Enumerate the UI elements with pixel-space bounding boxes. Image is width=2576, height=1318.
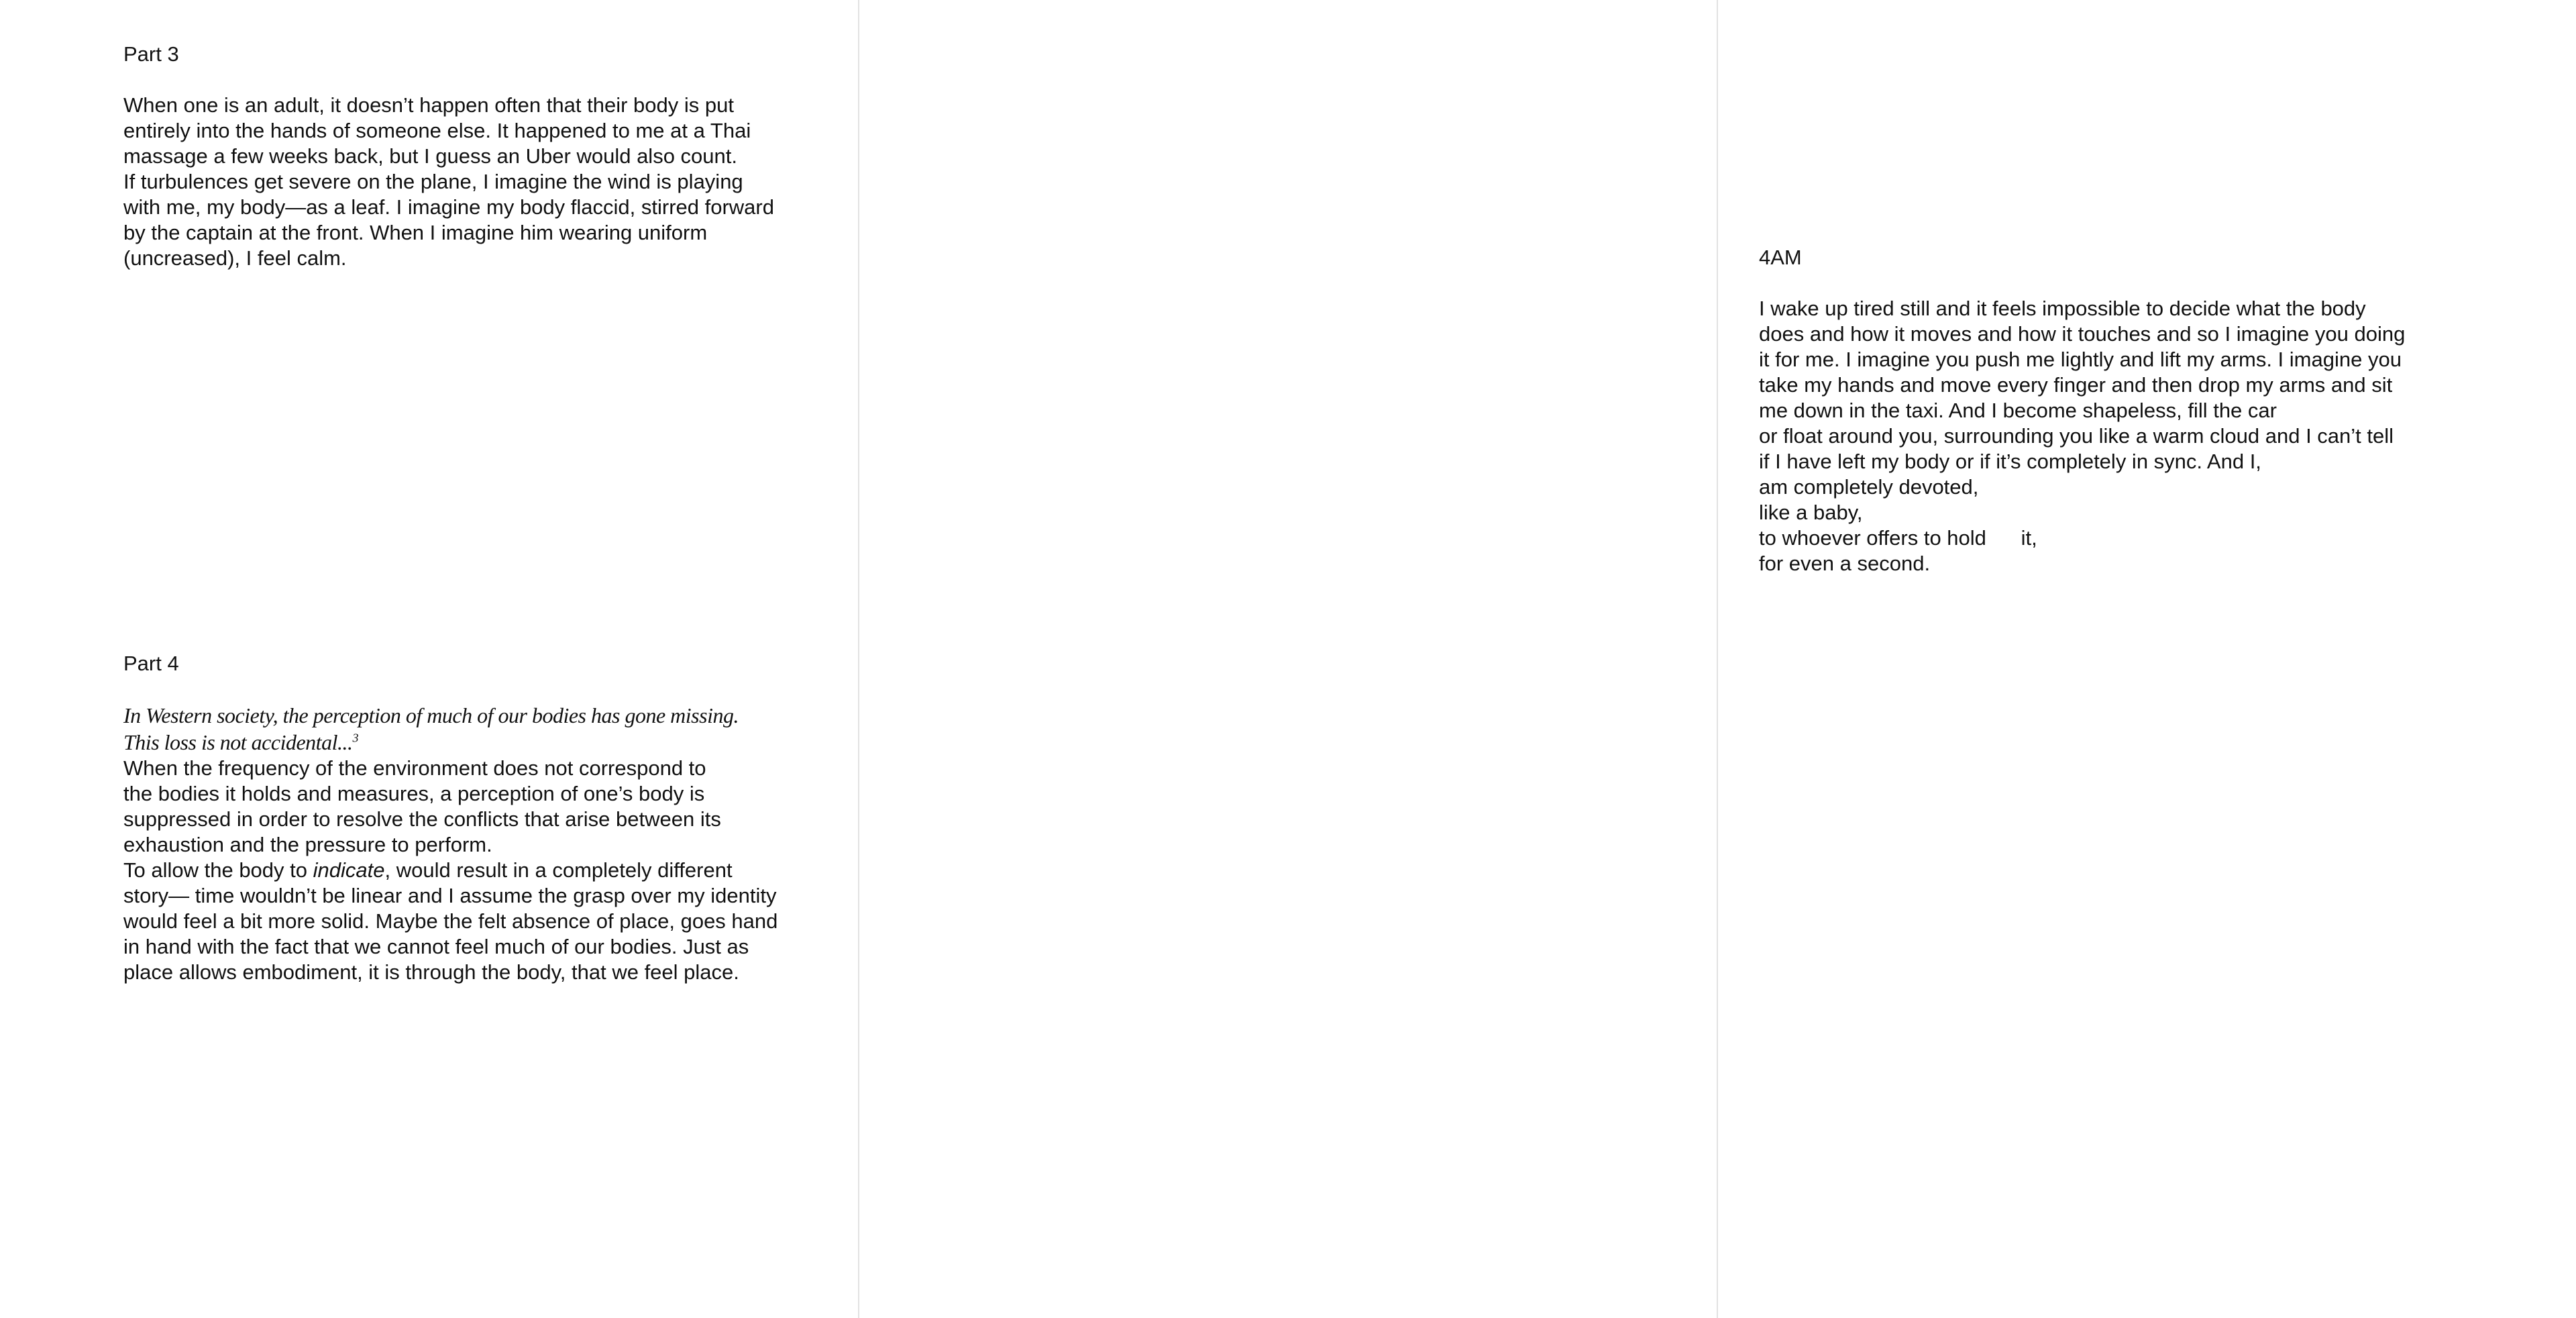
- quote-text: This loss is not accidental...: [123, 730, 353, 754]
- part-4-paragraph-2: [123, 858, 777, 985]
- part-3-paragraph: [123, 93, 774, 271]
- text-line: for even a second.: [1759, 552, 1931, 575]
- text-line: or float around you, surrounding you like a warm cloud and I can’t tell: [1759, 424, 2394, 448]
- footnote-marker[interactable]: 3: [352, 731, 358, 745]
- text-run: , would result in a completely different: [384, 858, 733, 882]
- text-line: if I have left my body or if it’s completely in sync. And I,: [1759, 450, 2261, 473]
- text-line: [123, 858, 777, 883]
- quote-line: [123, 729, 777, 756]
- text-run: To allow the body to: [123, 858, 313, 882]
- four-am-section: [1759, 245, 2405, 576]
- epigraph-quote: [123, 702, 777, 756]
- text-line: take my hands and move every finger and then drop my arms and sit: [1759, 373, 2393, 397]
- text-line: (uncreased), I feel calm.: [123, 246, 347, 270]
- text-line: me down in the taxi. And I become shapeless, fill the car: [1759, 399, 2277, 422]
- text-line: When one is an adult, it doesn’t happen often that their body is put: [123, 93, 734, 117]
- text-line: am completely devoted,: [1759, 475, 1979, 499]
- text-line: When the frequency of the environment does not correspond to: [123, 756, 706, 780]
- column-divider-right: [1717, 0, 1718, 1318]
- text-line: by the captain at the front. When I imagine him wearing uniform: [123, 221, 708, 244]
- four-am-heading: 4AM: [1759, 246, 1802, 269]
- part-4-heading: Part 4: [123, 652, 179, 675]
- text-line: story— time wouldn’t be linear and I assume the grasp over my identity: [123, 884, 777, 907]
- column-divider-left: [858, 0, 859, 1318]
- text-line: it for me. I imagine you push me lightly and lift my arms. I imagine you: [1759, 348, 2402, 371]
- text-line: would feel a bit more solid. Maybe the felt absence of place, goes hand: [123, 909, 778, 933]
- text-line: with me, my body—as a leaf. I imagine my body flaccid, stirred forward: [123, 195, 774, 219]
- part-4-section: [123, 651, 777, 985]
- text-line: in hand with the fact that we cannot feel much of our bodies. Just as: [123, 935, 749, 958]
- text-line: the bodies it holds and measures, a perception of one’s body is: [123, 782, 705, 805]
- text-line: massage a few weeks back, but I guess an Uber would also count.: [123, 144, 737, 168]
- text-line: If turbulences get severe on the plane, I imagine the wind is playing: [123, 170, 743, 193]
- part-3-section: [123, 42, 774, 271]
- part-4-paragraph-1: [123, 756, 777, 858]
- quote-line: In Western society, the perception of much of our bodies has gone missing.: [123, 703, 739, 727]
- text-line: I wake up tired still and it feels impossible to decide what the body: [1759, 297, 2366, 320]
- text-line: exhaustion and the pressure to perform.: [123, 833, 492, 856]
- text-line: entirely into the hands of someone else. It happened to me at a Thai: [123, 119, 751, 142]
- emphasis-text: indicate: [313, 858, 385, 882]
- text-line: to whoever offers to hold it,: [1759, 526, 2037, 550]
- text-line: like a baby,: [1759, 501, 1863, 524]
- part-3-heading: Part 3: [123, 42, 179, 66]
- text-line: suppressed in order to resolve the conflicts that arise between its: [123, 807, 721, 831]
- text-line: place allows embodiment, it is through the body, that we feel place.: [123, 960, 739, 984]
- four-am-paragraph: [1759, 296, 2405, 576]
- text-line: does and how it moves and how it touches and so I imagine you doing: [1759, 322, 2406, 346]
